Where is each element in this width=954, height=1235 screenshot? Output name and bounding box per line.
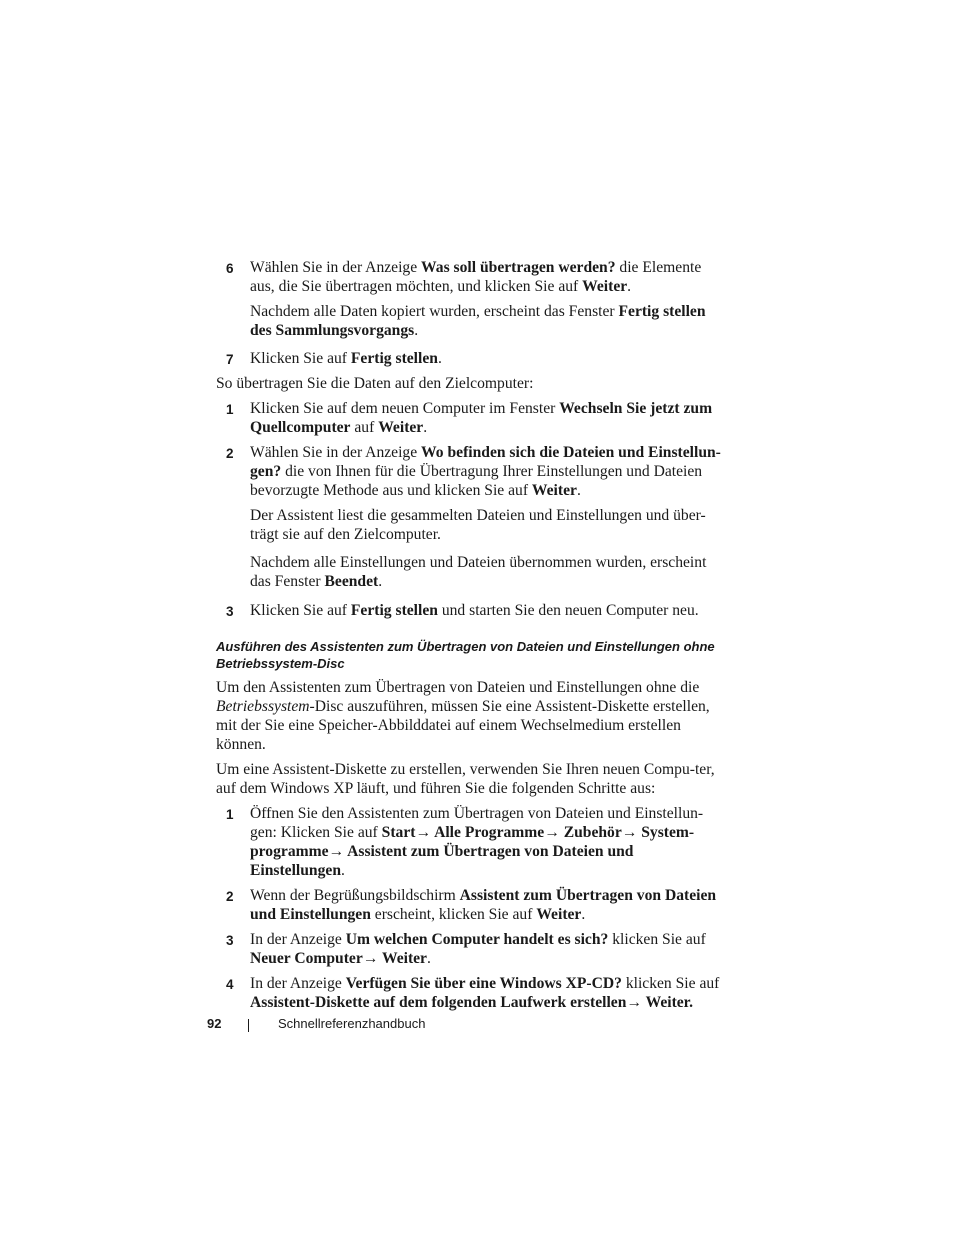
ui-label: Weiter xyxy=(531,482,577,499)
ui-label: Fertig stellen xyxy=(350,602,438,619)
ui-label: Weiter. xyxy=(641,994,694,1011)
step-number: 4 xyxy=(226,977,234,992)
text: Wenn der Begrüßungsbildschirm xyxy=(250,887,460,904)
document-title: Schnellreferenzhandbuch xyxy=(278,1016,426,1031)
step-number: 2 xyxy=(226,889,234,904)
text: klicken Sie auf xyxy=(608,931,706,948)
ui-label: Neuer Computer xyxy=(250,950,363,967)
page-number: 92 xyxy=(207,1016,222,1031)
text: Um den Assistenten zum Übertragen von Dateien und Einstellungen ohne die xyxy=(216,679,700,696)
ui-label: Fertig stellen xyxy=(350,350,438,367)
section-paragraph xyxy=(216,678,721,754)
footer-divider xyxy=(248,1019,249,1032)
text: Öffnen Sie den Assistenten zum Übertragen von Dateien und Einstellun-gen: Klicken Sie auf xyxy=(250,805,704,841)
text: Nachdem alle Daten kopiert wurden, erscheint das Fenster xyxy=(250,303,619,320)
arrow: → xyxy=(415,824,432,841)
text: . xyxy=(423,419,428,436)
step-note xyxy=(250,553,721,591)
step-7 xyxy=(216,349,721,368)
ui-label: Assistent zum Übertragen von Dateien und Einstellungen xyxy=(250,887,717,923)
arrow: → xyxy=(626,994,642,1011)
text: die von Ihnen für die Übertragung Ihrer Einstellungen und Dateien bevorzugte Methode aus und klicken Sie auf xyxy=(250,463,703,499)
step-c-1 xyxy=(216,804,721,880)
text: Klicken Sie auf xyxy=(250,350,351,367)
text: . xyxy=(414,322,419,339)
step-number: 3 xyxy=(226,604,234,619)
ui-label: Was soll übertragen werden? xyxy=(421,259,616,276)
step-c-3 xyxy=(216,930,721,968)
step-b-2 xyxy=(216,443,721,591)
text: Nachdem alle Einstellungen und Dateien übernommen wurden, erscheint das Fenster xyxy=(250,554,707,590)
page-content xyxy=(216,258,721,1012)
ui-label: Alle Programme xyxy=(431,824,545,841)
ui-label: Wechseln Sie jetzt zum Quellcomputer xyxy=(250,400,713,436)
text: auf xyxy=(350,419,379,436)
step-note xyxy=(250,302,721,340)
ui-label: System-programme xyxy=(250,824,695,860)
step-number: 1 xyxy=(226,402,234,417)
step-c-2 xyxy=(216,886,721,924)
text: Klicken Sie auf dem neuen Computer im Fenster xyxy=(250,400,560,417)
step-text xyxy=(250,349,721,368)
step-note: Der Assistent liest die gesammelten Dateien und Einstellungen und über-trägt sie auf den Zielcomputer. xyxy=(250,507,706,543)
step-text xyxy=(250,399,721,437)
ui-label: Weiter xyxy=(378,419,424,436)
text: Klicken Sie auf xyxy=(250,602,351,619)
text: klicken Sie auf xyxy=(621,975,720,992)
arrow: → xyxy=(544,824,560,841)
step-number: 6 xyxy=(226,261,234,276)
step-text xyxy=(250,930,721,968)
step-number: 2 xyxy=(226,446,234,461)
step-text xyxy=(250,974,721,1012)
ui-label: Fertig stellen des Sammlungsvorgangs xyxy=(250,303,706,339)
ui-label: Weiter xyxy=(536,906,582,923)
intro-text: So übertragen Sie die Daten auf den Zielcomputer: xyxy=(216,375,534,392)
text: . xyxy=(378,573,383,590)
ui-label: Assistent-Diskette auf dem folgenden Laufwerk erstellen xyxy=(250,994,627,1011)
text: In der Anzeige xyxy=(250,975,346,992)
step-text xyxy=(250,886,721,924)
ui-label: Zubehör xyxy=(559,824,622,841)
section-paragraph: Um eine Assistent-Diskette zu erstellen, verwenden Sie Ihren neuen Compu-ter, auf dem Windows XP läuft, und führen Sie die folgenden Schritte aus: xyxy=(216,761,715,797)
text: . xyxy=(426,950,431,967)
text: und starten Sie den neuen Computer neu. xyxy=(437,602,699,619)
text: Wählen Sie in der Anzeige xyxy=(250,444,422,461)
step-c-4 xyxy=(216,974,721,1012)
step-number: 3 xyxy=(226,933,234,948)
text: . xyxy=(581,906,586,923)
text: die Elemente aus, die Sie übertragen möchten, und klicken Sie auf xyxy=(250,259,702,295)
step-b-3 xyxy=(216,601,721,620)
arrow: → xyxy=(362,950,379,967)
emphasis: Betriebssystem xyxy=(216,698,310,715)
ui-label: Wo befinden sich die Dateien und Einstellun-gen? xyxy=(250,444,721,480)
text: . xyxy=(341,862,345,879)
step-b-1 xyxy=(216,399,721,437)
text: . xyxy=(576,482,581,499)
step-text xyxy=(250,258,721,296)
text: . xyxy=(627,278,632,295)
ui-label: Weiter xyxy=(378,950,427,967)
ui-label: Start xyxy=(381,824,416,841)
text: Wählen Sie in der Anzeige xyxy=(250,259,422,276)
ui-label: Assistent zum Übertragen von Dateien und Einstellungen xyxy=(250,843,634,879)
step-text xyxy=(250,804,721,880)
ui-label: Beendet xyxy=(324,573,379,590)
arrow: → xyxy=(328,843,345,860)
ui-label: Weiter xyxy=(582,278,628,295)
step-number: 1 xyxy=(226,807,234,822)
text: -Disc auszuführen, müssen Sie eine Assistent-Diskette erstellen, mit der Sie eine Speicher-Abbilddatei auf einem Wechselmedium erstellen können. xyxy=(216,698,710,753)
text: In der Anzeige xyxy=(250,931,346,948)
step-6 xyxy=(216,258,721,340)
ui-label: Um welchen Computer handelt es sich? xyxy=(345,931,609,948)
text: erscheint, klicken Sie auf xyxy=(370,906,537,923)
arrow: → xyxy=(621,824,638,841)
ui-label: Verfügen Sie über eine Windows XP-CD? xyxy=(345,975,622,992)
step-text xyxy=(250,443,721,500)
section-heading: Ausführen des Assistenten zum Übertragen von Dateien und Einstellungen ohne Betriebssystem-Disc xyxy=(216,639,715,671)
step-number: 7 xyxy=(226,352,234,367)
step-text xyxy=(250,601,721,620)
text: . xyxy=(437,350,442,367)
